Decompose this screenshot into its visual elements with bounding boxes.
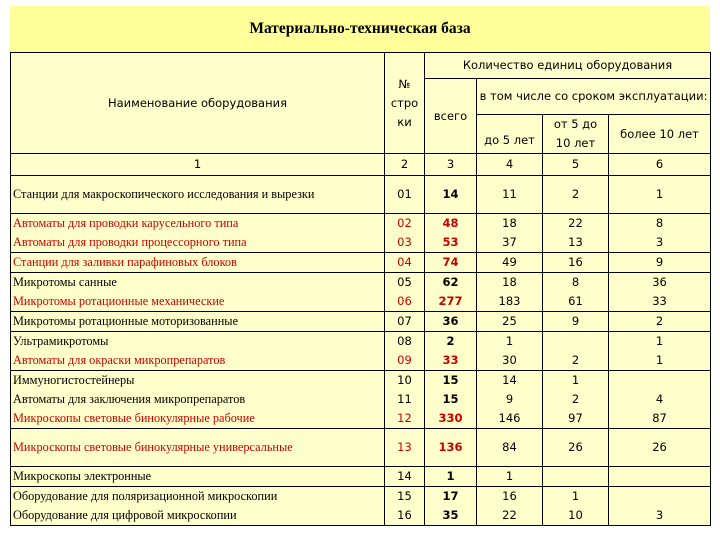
total-value: 277 (438, 294, 463, 308)
row-number-cell (385, 214, 425, 253)
five-to-ten-value: 22 (568, 216, 583, 230)
five-to-ten-value-cell (543, 273, 609, 312)
up-to-5-value: 37 (502, 235, 517, 249)
col-number: 5 (543, 154, 609, 176)
five-to-ten-value-cell (543, 312, 609, 332)
five-to-ten-value: 2 (571, 353, 580, 367)
table-row (11, 332, 711, 371)
col-number: 2 (385, 154, 425, 176)
page-title: Материально-техническая база (10, 6, 710, 52)
up-to-5-value: 30 (502, 353, 517, 367)
equipment-name: Автоматы для заключения микропрепаратов (13, 392, 246, 406)
up-to-5-value: 49 (502, 255, 517, 269)
equipment-name: Микротомы санные (13, 275, 117, 289)
row-number-cell (385, 253, 425, 273)
col-number: 6 (609, 154, 711, 176)
over-ten-value: 1 (655, 353, 664, 367)
over-ten-value-cell (609, 487, 711, 526)
row-number-cell (385, 312, 425, 332)
over-ten-value: 1 (655, 334, 664, 348)
up-to-5-value: 183 (498, 294, 521, 308)
total-value-cell (425, 312, 477, 332)
row-number: 09 (397, 353, 412, 367)
equipment-name: Автоматы для проводки карусельного типа (13, 216, 239, 230)
five-to-ten-value: 61 (568, 294, 583, 308)
total-value-cell (425, 332, 477, 371)
up-to-5-value: 18 (502, 216, 517, 230)
row-number-cell (385, 176, 425, 214)
equipment-name-cell (11, 332, 385, 371)
total-value-cell (425, 253, 477, 273)
five-to-ten-value: 2 (571, 187, 580, 201)
five-to-ten-value-cell (543, 253, 609, 273)
equipment-table (10, 52, 711, 526)
over-ten-value: 1 (655, 187, 664, 201)
over-ten-value-cell (609, 371, 711, 429)
five-to-ten-value-cell (543, 214, 609, 253)
row-number-cell (385, 371, 425, 429)
five-to-ten-value: 16 (568, 255, 583, 269)
row-number: 04 (397, 255, 412, 269)
up-to-5-value-cell (477, 273, 543, 312)
row-number-cell (385, 487, 425, 526)
header-service-group: в том числе со сроком эксплуатации: (477, 79, 711, 115)
table-row (11, 467, 711, 487)
row-number-cell (385, 429, 425, 467)
over-ten-value (611, 371, 708, 390)
total-value-cell (425, 487, 477, 526)
over-ten-value-cell (609, 176, 711, 214)
row-number: 11 (397, 392, 412, 406)
equipment-name: Автоматы для окраски микропрепаратов (13, 353, 226, 367)
table-row (11, 487, 711, 526)
over-ten-value-cell (609, 214, 711, 253)
five-to-ten-value: 13 (568, 235, 583, 249)
table-row (11, 429, 711, 467)
over-ten-value (611, 487, 708, 506)
over-ten-value-cell (609, 467, 711, 487)
total-value: 1 (446, 469, 455, 483)
table-row (11, 253, 711, 273)
row-number: 15 (397, 489, 412, 503)
five-to-ten-value-cell (543, 332, 609, 371)
total-value-cell (425, 214, 477, 253)
up-to-5-value-cell (477, 176, 543, 214)
total-value-cell (425, 467, 477, 487)
table-row (11, 214, 711, 253)
equipment-name: Станции для заливки парафиновых блоков (13, 255, 237, 269)
equipment-name-cell (11, 253, 385, 273)
table-row (11, 176, 711, 214)
over-ten-value: 87 (652, 411, 667, 425)
equipment-name: Ультрамикротомы (13, 334, 109, 348)
row-number-cell (385, 273, 425, 312)
over-ten-value: 9 (655, 255, 664, 269)
up-to-5-value: 11 (502, 187, 517, 201)
up-to-5-value: 16 (502, 489, 517, 503)
five-to-ten-value: 1 (571, 373, 580, 387)
header-row-no-col: № стро ки (385, 53, 425, 154)
equipment-name: Оборудование для цифровой микроскопии (13, 508, 237, 522)
total-value-cell (425, 176, 477, 214)
header-total-col: всего (425, 79, 477, 154)
up-to-5-value-cell (477, 253, 543, 273)
equipment-name: Оборудование для поляризационной микроскопии (13, 489, 278, 503)
over-ten-value (611, 467, 708, 486)
five-to-ten-value: 97 (568, 411, 583, 425)
up-to-5-value: 84 (502, 440, 517, 454)
over-ten-value-cell (609, 273, 711, 312)
up-to-5-value-cell (477, 429, 543, 467)
five-to-ten-value: 2 (571, 392, 580, 406)
over-ten-value: 4 (655, 392, 664, 406)
up-to-5-value-cell (477, 312, 543, 332)
row-number: 13 (397, 440, 412, 454)
up-to-5-value: 9 (505, 392, 514, 406)
header-5-to-10: от 5 до 10 лет (543, 115, 609, 154)
over-ten-value-cell (609, 429, 711, 467)
total-value: 330 (438, 411, 463, 425)
table-row (11, 273, 711, 312)
row-number: 05 (397, 275, 412, 289)
total-value-cell (425, 429, 477, 467)
col-number: 4 (477, 154, 543, 176)
row-number-cell (385, 332, 425, 371)
total-value: 36 (442, 314, 459, 328)
equipment-name: Станции для макроскопического исследования и вырезки (13, 187, 315, 201)
equipment-name: Автоматы для проводки процессорного типа (13, 235, 247, 249)
total-value: 2 (446, 334, 455, 348)
five-to-ten-value (545, 332, 606, 351)
up-to-5-value: 22 (502, 508, 517, 522)
equipment-name: Микроскопы световые бинокулярные универсальные (13, 440, 293, 454)
row-number: 01 (397, 187, 412, 201)
equipment-name-cell (11, 429, 385, 467)
row-number: 10 (397, 373, 412, 387)
header-over-10: более 10 лет (609, 115, 711, 154)
total-value-cell (425, 273, 477, 312)
row-number: 02 (397, 216, 412, 230)
up-to-5-value: 1 (505, 469, 514, 483)
up-to-5-value: 18 (502, 275, 517, 289)
over-ten-value-cell (609, 312, 711, 332)
total-value: 15 (442, 373, 459, 387)
header-up-to-5: до 5 лет (477, 115, 543, 154)
over-ten-value-cell (609, 253, 711, 273)
total-value: 33 (442, 353, 459, 367)
equipment-name-cell (11, 273, 385, 312)
row-number: 16 (397, 508, 412, 522)
up-to-5-value-cell (477, 214, 543, 253)
equipment-name: Микроскопы электронные (13, 469, 152, 483)
row-number: 06 (397, 294, 412, 308)
up-to-5-value-cell (477, 332, 543, 371)
equipment-name-cell (11, 312, 385, 332)
five-to-ten-value: 26 (568, 440, 583, 454)
row-number: 03 (397, 235, 412, 249)
total-value: 62 (442, 275, 459, 289)
up-to-5-value-cell (477, 371, 543, 429)
header-units-group: Количество единиц оборудования (425, 53, 711, 79)
over-ten-value: 3 (655, 508, 664, 522)
total-value: 14 (442, 187, 459, 201)
over-ten-value: 33 (652, 294, 667, 308)
row-number: 14 (397, 469, 412, 483)
table-row (11, 312, 711, 332)
total-value: 15 (442, 392, 459, 406)
five-to-ten-value-cell (543, 371, 609, 429)
col-number: 3 (425, 154, 477, 176)
over-ten-value: 36 (652, 275, 667, 289)
total-value: 74 (442, 255, 459, 269)
five-to-ten-value (545, 467, 606, 486)
up-to-5-value: 25 (502, 314, 517, 328)
five-to-ten-value-cell (543, 429, 609, 467)
over-ten-value: 26 (652, 440, 667, 454)
up-to-5-value: 146 (498, 411, 521, 425)
total-value: 35 (442, 508, 459, 522)
over-ten-value: 2 (655, 314, 664, 328)
row-number: 07 (397, 314, 412, 328)
total-value: 48 (442, 216, 459, 230)
five-to-ten-value: 8 (571, 275, 580, 289)
up-to-5-value-cell (477, 487, 543, 526)
equipment-name: Микротомы ротационные механические (13, 294, 225, 308)
up-to-5-value: 14 (502, 373, 517, 387)
equipment-name: Микроскопы световые бинокулярные рабочие (13, 411, 255, 425)
column-number-row (11, 154, 711, 176)
five-to-ten-value: 1 (571, 489, 580, 503)
equipment-name-cell (11, 176, 385, 214)
equipment-name-cell (11, 487, 385, 526)
over-ten-value: 8 (655, 216, 664, 230)
five-to-ten-value-cell (543, 176, 609, 214)
row-number-cell (385, 467, 425, 487)
five-to-ten-value-cell (543, 487, 609, 526)
row-number: 08 (397, 334, 412, 348)
equipment-name-cell (11, 467, 385, 487)
over-ten-value-cell (609, 332, 711, 371)
up-to-5-value-cell (477, 467, 543, 487)
equipment-name: Микротомы ротационные моторизованные (13, 314, 239, 328)
five-to-ten-value-cell (543, 467, 609, 487)
total-value: 136 (438, 440, 463, 454)
header-name-col: Наименование оборудования (11, 53, 385, 154)
five-to-ten-value: 9 (571, 314, 580, 328)
equipment-name: Иммуногистостейнеры (13, 373, 135, 387)
row-number: 12 (397, 411, 412, 425)
equipment-name-cell (11, 214, 385, 253)
equipment-name-cell (11, 371, 385, 429)
up-to-5-value: 1 (505, 334, 514, 348)
table-row (11, 371, 711, 429)
total-value-cell (425, 371, 477, 429)
col-number: 1 (11, 154, 385, 176)
five-to-ten-value: 10 (568, 508, 583, 522)
total-value: 17 (442, 489, 459, 503)
over-ten-value: 3 (655, 235, 664, 249)
total-value: 53 (442, 235, 459, 249)
